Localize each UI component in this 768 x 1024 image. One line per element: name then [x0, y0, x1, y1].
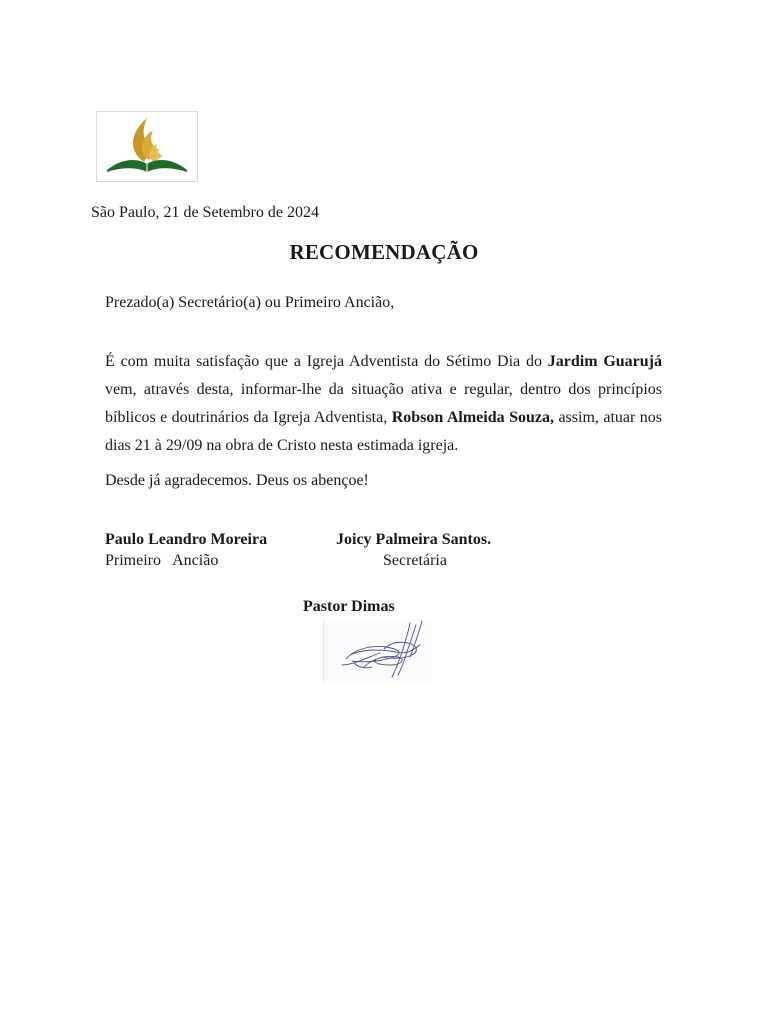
signatory-name: Joicy Palmeira Santos. — [336, 531, 492, 548]
document-title: RECOMENDAÇÃO — [289, 240, 479, 264]
church-logo — [96, 111, 198, 182]
signatory-elder — [105, 529, 267, 571]
adventist-church-logo-icon — [97, 112, 197, 181]
body-paragraph — [105, 348, 662, 460]
signatory-role: Primeiro Ancião — [105, 552, 219, 569]
body-text-2: vem, através desta, informar-lhe da situação ativa e regular, dentro dos princípios bíblicos e doutrinários da Igreja Adventista, — [105, 381, 662, 426]
signatory-role: Secretária — [383, 552, 447, 569]
pastor-signature — [323, 619, 432, 683]
greeting: Prezado(a) Secretário(a) ou Primeiro Ancião, — [105, 294, 395, 311]
handwritten-signature-icon — [324, 619, 432, 683]
body-text-3: assim, atuar nos dias 21 à 29/09 na obra de Cristo nesta estimada igreja. — [105, 409, 663, 454]
signatory-name: Paulo Leandro Moreira — [105, 531, 268, 548]
member-name: Robson Almeida Souza, — [391, 409, 554, 426]
pastor-name: Pastor Dimas — [303, 598, 395, 615]
signatory-secretary — [336, 529, 491, 571]
closing-line: Desde já agradecemos. Deus os abençoe! — [105, 472, 369, 489]
date-line: São Paulo, 21 de Setembro de 2024 — [91, 204, 319, 221]
church-name: Jardim Guarujá — [547, 353, 663, 370]
body-text-1: É com muita satisfação que a Igreja Adventista do Sétimo Dia do — [105, 353, 548, 370]
